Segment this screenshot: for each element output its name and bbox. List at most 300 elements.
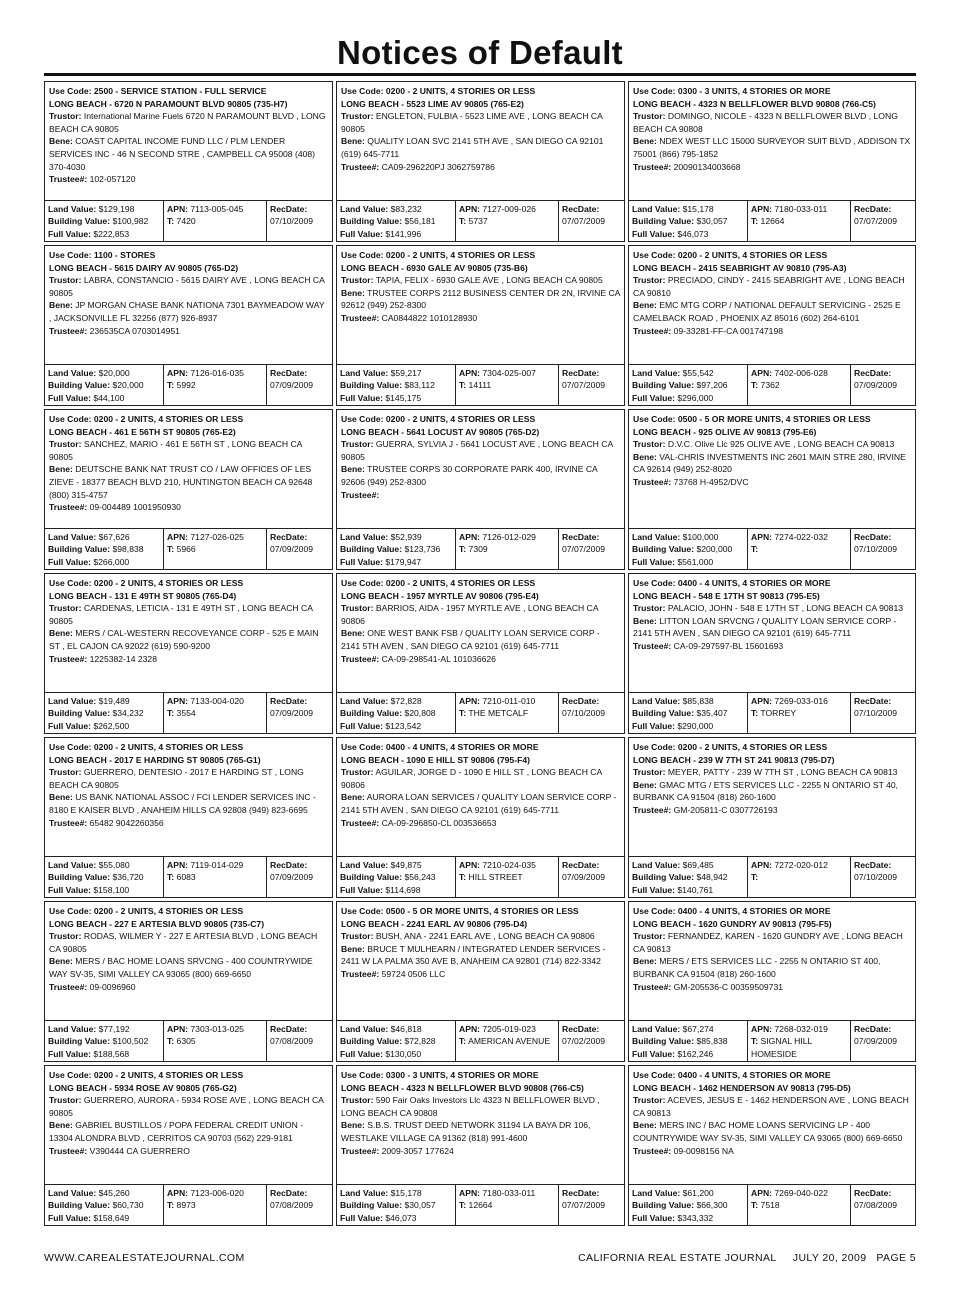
use-code: Use Code: 0200 - 2 UNITS, 4 STORIES OR LESS [633, 250, 828, 260]
bene-line [341, 943, 620, 968]
full-value-label: Full Value: [340, 1048, 383, 1059]
tract-label: T: [751, 544, 759, 555]
full-value-label: Full Value: [632, 1048, 675, 1059]
tract-label: T: [167, 1200, 175, 1211]
apn-label: APN: [459, 696, 481, 706]
values-column [45, 857, 163, 897]
land-value-label: Land Value: [340, 204, 389, 214]
apn [751, 367, 847, 379]
trustee-label: Trustee#: [49, 1145, 88, 1156]
recdate-value: 07/10/2009 [854, 708, 898, 719]
trustor-value: GUERRERO, DENTESIO - 2017 E HARDING ST , LONG BEACH CA 90805 [49, 767, 304, 790]
land-value-label: Land Value: [632, 204, 681, 214]
use-code: Use Code: 0200 - 2 UNITS, 4 STORIES OR LESS [341, 250, 536, 260]
notice-body [45, 246, 332, 362]
land-value-label: Land Value: [632, 1024, 681, 1034]
trustee-value: 09-0096960 [87, 981, 136, 992]
bene-line [633, 1119, 911, 1144]
tract [751, 215, 847, 227]
land-value-value: $49,875 [388, 860, 422, 870]
building-value-value: $98,838 [110, 544, 144, 555]
land-value-value: $77,192 [96, 1024, 130, 1034]
property-address: LONG BEACH - 548 E 17TH ST 90813 (795-E5) [633, 590, 820, 601]
notice-card [336, 573, 625, 734]
building-value-value: $97,206 [694, 380, 728, 391]
trustor-label: Trustor: [49, 275, 82, 286]
values-column [45, 365, 163, 405]
values-row [629, 692, 915, 733]
notice-body [337, 1066, 624, 1182]
values-row [45, 856, 332, 897]
full-value-value: $44,100 [90, 392, 125, 403]
trustee-line [341, 817, 620, 830]
land-value-value: $20,000 [96, 368, 130, 378]
tract-value: TORREY [758, 708, 797, 719]
bene-value: TRUSTEE CORPS 30 CORPORATE PARK 400, IRVINE CA 92606 (949) 252-8300 [341, 464, 598, 487]
recdate-column [850, 1185, 915, 1225]
values-column [337, 693, 455, 733]
tract [751, 1199, 847, 1211]
full-value [340, 228, 452, 240]
recdate-value: 07/09/2009 [854, 1036, 898, 1047]
notice-body [337, 410, 624, 526]
land-value-value: $61,200 [680, 1188, 714, 1198]
trustee-line [633, 325, 911, 338]
property-address: LONG BEACH - 5934 ROSE AV 90805 (765-G2) [49, 1082, 237, 1093]
apn-value: 7127-009-026 [480, 204, 536, 214]
apn-value: 7210-024-035 [480, 860, 536, 870]
apn-label: APN: [751, 1024, 773, 1034]
values-row [337, 856, 624, 897]
trustee-label: Trustee#: [633, 804, 672, 815]
tract [751, 543, 847, 555]
land-value-value: $45,260 [96, 1188, 130, 1198]
trustor-value: GUERRA, SYLVIA J - 5641 LOCUST AVE , LONG BEACH CA 90805 [341, 439, 613, 462]
notice-card [44, 409, 333, 570]
bene-label: Bene: [633, 1120, 657, 1131]
apn-value: 7123-006-020 [188, 1188, 244, 1198]
trustee-value: 236535CA 0703014951 [87, 325, 180, 336]
values-row [629, 856, 915, 897]
recdate-label: RecDate: [270, 204, 308, 214]
tract-value: THE METCALF [466, 708, 529, 719]
building-value-label: Building Value: [48, 216, 111, 227]
apn-label: APN: [751, 1188, 773, 1198]
apn [751, 859, 847, 871]
trustor-value: SANCHEZ, MARIO - 461 E 56TH ST , LONG BEACH CA 90805 [49, 439, 302, 462]
tract-label: T: [459, 216, 467, 227]
use-code: Use Code: 0200 - 2 UNITS, 4 STORIES OR LESS [49, 578, 244, 588]
apn-label: APN: [167, 696, 189, 706]
bene-line [633, 779, 911, 804]
apn-label: APN: [167, 1024, 189, 1034]
full-value-value: $123,542 [382, 720, 422, 731]
bene-label: Bene: [633, 615, 657, 626]
recdate-column [850, 857, 915, 897]
tract [167, 707, 263, 719]
apn [751, 531, 847, 543]
trustor-label: Trustor: [633, 931, 666, 942]
bene-label: Bene: [49, 300, 73, 311]
building-value-label: Building Value: [340, 380, 403, 391]
recdate-column [266, 693, 332, 733]
land-value [48, 1023, 160, 1035]
trustor-line [49, 1094, 328, 1119]
notice-body [629, 574, 915, 690]
recdate-column [558, 365, 624, 405]
tract-value: 8973 [174, 1200, 196, 1211]
full-value-value: $158,649 [90, 1212, 130, 1223]
trustor-label: Trustor: [341, 603, 374, 614]
trustee-value: CA0844822 1010128930 [379, 312, 478, 323]
apn [459, 1187, 555, 1199]
apn-column [455, 201, 558, 241]
tract-label: T: [751, 872, 759, 883]
bene-line [633, 955, 911, 980]
use-code: Use Code: 0400 - 4 UNITS, 4 STORIES OR MORE [633, 578, 831, 588]
land-value-value: $59,217 [388, 368, 422, 378]
land-value-label: Land Value: [340, 1188, 389, 1198]
recdate-label: RecDate: [854, 204, 892, 214]
notice-card [44, 1065, 333, 1226]
notice-body [337, 82, 624, 198]
bene-line [341, 135, 620, 160]
values-row [45, 692, 332, 733]
building-value-label: Building Value: [48, 380, 111, 391]
land-value [48, 695, 160, 707]
trustor-label: Trustor: [633, 111, 666, 122]
tract [459, 707, 555, 719]
use-code: Use Code: 0200 - 2 UNITS, 4 STORIES OR LESS [49, 906, 244, 916]
notices-grid [44, 81, 916, 1228]
values-column [45, 201, 163, 241]
notice-body [45, 738, 332, 854]
values-column [337, 529, 455, 569]
recdate-label: RecDate: [562, 696, 600, 706]
notice-card [628, 573, 916, 734]
values-column [45, 1185, 163, 1225]
trustee-value: GM-205811-C 0307726193 [671, 804, 778, 815]
notice-card [628, 245, 916, 406]
land-value [340, 1187, 452, 1199]
building-value-label: Building Value: [632, 872, 695, 883]
bene-label: Bene: [49, 1120, 73, 1131]
recdate-value: 07/10/2009 [854, 544, 898, 555]
bene-line [341, 287, 620, 312]
values-column [629, 1185, 747, 1225]
trustor-value: RODAS, WILMER Y - 227 E ARTESIA BLVD , LONG BEACH CA 90805 [49, 931, 318, 954]
full-value [632, 1048, 744, 1060]
trustor-label: Trustor: [633, 603, 666, 614]
bene-value: GMAC MTG / ETS SERVICES LLC - 2255 N ONTARIO ST 40, BURBANK CA 91504 (818) 260-1600 [633, 779, 899, 803]
trustor-label: Trustor: [633, 439, 666, 450]
land-value-value: $69,485 [680, 860, 714, 870]
full-value-label: Full Value: [632, 556, 675, 567]
full-value-label: Full Value: [632, 1212, 675, 1223]
apn-column [747, 1185, 850, 1225]
land-value-label: Land Value: [48, 860, 97, 870]
tract-label: T: [167, 1036, 175, 1047]
building-value [48, 871, 160, 883]
full-value [632, 1212, 744, 1224]
property-address: LONG BEACH - 5641 LOCUST AV 90805 (765-D2) [341, 426, 540, 437]
tract-label: T: [751, 1036, 759, 1047]
tract-value: 6305 [174, 1036, 196, 1047]
values-row [45, 364, 332, 405]
notice-body [629, 410, 915, 526]
bene-value: MERS INC / BAC HOME LOANS SERVICING LP - 400 COUNTRYWIDE WAY SV-35, SIMI VALLEY CA 93065 (800) 669-6650 [633, 1120, 903, 1143]
apn-value: 7210-011-010 [480, 696, 536, 706]
bene-line [49, 1119, 328, 1144]
property-address: LONG BEACH - 6720 N PARAMOUNT BLVD 90805 (735-H7) [49, 98, 288, 109]
land-value [632, 1187, 744, 1199]
property-address: LONG BEACH - 227 E ARTESIA BLVD 90805 (735-C7) [49, 918, 265, 929]
full-value-label: Full Value: [632, 228, 675, 239]
property-address: LONG BEACH - 925 OLIVE AV 90813 (795-E6) [633, 426, 817, 437]
building-value-label: Building Value: [48, 1200, 111, 1211]
full-value-value: $145,175 [382, 392, 422, 403]
property-address: LONG BEACH - 1090 E HILL ST 90806 (795-F4) [341, 754, 530, 765]
values-column [629, 1021, 747, 1061]
land-value-value: $83,232 [388, 204, 422, 214]
apn [751, 1187, 847, 1199]
trustor-value: PALACIO, JOHN - 548 E 17TH ST , LONG BEACH CA 90813 [665, 603, 904, 614]
apn-column [747, 365, 850, 405]
values-column [337, 365, 455, 405]
tract [459, 543, 555, 555]
trustee-label: Trustee#: [341, 968, 380, 979]
tract [751, 379, 847, 391]
tract [459, 1035, 555, 1047]
trustee-line [633, 804, 911, 817]
trustee-label: Trustee#: [633, 325, 672, 336]
bene-label: Bene: [49, 136, 73, 147]
use-code: Use Code: 0300 - 3 UNITS, 4 STORIES OR MORE [341, 1070, 539, 1080]
land-value-label: Land Value: [48, 204, 97, 214]
tract-value: 7309 [466, 544, 488, 555]
recdate-value: 07/08/2009 [270, 1036, 314, 1047]
building-value-value: $34,232 [110, 708, 144, 719]
use-code: Use Code: 0500 - 5 OR MORE UNITS, 4 STORIES OR LESS [633, 414, 871, 424]
bene-value: GABRIEL BUSTILLOS / POPA FEDERAL CREDIT UNION - 13304 ALONDRA BLVD , CERRITOS CA 90703 (562) 229-9181 [49, 1120, 304, 1143]
bene-line [49, 627, 328, 652]
building-value [48, 215, 160, 227]
trustor-value: CARDENAS, LETICIA - 131 E 49TH ST , LONG BEACH CA 90805 [49, 603, 313, 626]
trustee-label: Trustee#: [49, 174, 88, 185]
bene-line [49, 299, 328, 324]
notice-card [44, 81, 333, 242]
building-value-value: $20,000 [110, 380, 144, 391]
recdate-value: 07/09/2009 [270, 380, 314, 391]
values-row [629, 1020, 915, 1061]
trustor-value: BARRIOS, AIDA - 1957 MYRTLE AVE , LONG BEACH CA 90806 [341, 603, 599, 626]
full-value [340, 556, 452, 568]
apn [167, 695, 263, 707]
trustee-label: Trustee#: [633, 1145, 672, 1156]
apn-value: 7268-032-019 [772, 1024, 828, 1034]
apn [167, 203, 263, 215]
full-value-value: $188,568 [90, 1048, 130, 1059]
notice-body [45, 902, 332, 1018]
trustee-value: CA-09-297597-BL 15601693 [671, 640, 784, 651]
land-value-label: Land Value: [340, 1024, 389, 1034]
tract-value: HILL STREET [466, 872, 523, 883]
trustee-line [633, 640, 911, 653]
trustor-line [633, 438, 911, 451]
trustee-line [341, 312, 620, 325]
notice-card [336, 901, 625, 1062]
trustee-value: CA09-296220PJ 3062759786 [379, 161, 495, 172]
tract [167, 1199, 263, 1211]
bene-label: Bene: [341, 287, 365, 298]
full-value-label: Full Value: [340, 228, 383, 239]
use-code: Use Code: 0200 - 2 UNITS, 4 STORIES OR LESS [49, 1070, 244, 1080]
recdate-label: RecDate: [854, 860, 892, 870]
notice-body [45, 1066, 332, 1182]
land-value [48, 367, 160, 379]
trustor-line [341, 766, 620, 791]
land-value-label: Land Value: [48, 532, 97, 542]
trustor-line [633, 766, 911, 779]
trustor-line [341, 438, 620, 463]
trustor-value: PRECIADO, CINDY - 2415 SEABRIGHT AVE , LONG BEACH CA 90810 [633, 275, 905, 298]
full-value [48, 720, 160, 732]
building-value-label: Building Value: [632, 380, 695, 391]
apn [459, 531, 555, 543]
land-value [340, 859, 452, 871]
recdate-value: 07/07/2009 [562, 544, 606, 555]
land-value-value: $129,198 [96, 204, 135, 214]
trustor-line [49, 274, 328, 299]
trustor-line [633, 602, 911, 615]
building-value-label: Building Value: [632, 708, 695, 719]
tract [459, 871, 555, 883]
trustee-label: Trustee#: [49, 817, 88, 828]
full-value [340, 720, 452, 732]
apn-column [747, 201, 850, 241]
building-value-value: $100,982 [110, 216, 149, 227]
trustee-value: 20090134003668 [671, 161, 741, 172]
land-value-label: Land Value: [48, 1188, 97, 1198]
building-value-value: $72,828 [402, 1036, 436, 1047]
apn [751, 695, 847, 707]
recdate-column [558, 693, 624, 733]
bene-label: Bene: [49, 628, 73, 639]
values-column [629, 529, 747, 569]
apn-value: 7126-012-029 [480, 532, 536, 542]
apn-column [163, 1021, 266, 1061]
building-value-value: $83,112 [402, 380, 435, 391]
notice-card [628, 409, 916, 570]
notice-card [44, 573, 333, 734]
trustee-label: Trustee#: [633, 161, 672, 172]
tract-label: T: [459, 1036, 467, 1047]
apn [459, 367, 555, 379]
trustor-label: Trustor: [341, 767, 374, 778]
notice-card [44, 245, 333, 406]
building-value [340, 215, 452, 227]
notice-body [629, 738, 915, 854]
bene-label: Bene: [633, 956, 657, 967]
full-value-label: Full Value: [340, 720, 383, 731]
bene-label: Bene: [341, 628, 365, 639]
land-value-value: $55,080 [96, 860, 130, 870]
trustee-line [633, 476, 911, 489]
trustee-value: GM-205536-C 00359509731 [671, 981, 784, 992]
apn-label: APN: [751, 860, 773, 870]
notice-body [629, 246, 915, 362]
apn-label: APN: [459, 532, 481, 542]
land-value-value: $19,489 [96, 696, 130, 706]
tract-value: 12664 [466, 1200, 493, 1211]
building-value-value: $123,736 [402, 544, 441, 555]
bene-line [341, 627, 620, 652]
building-value-label: Building Value: [48, 708, 111, 719]
trustee-line [341, 161, 620, 174]
building-value [48, 379, 160, 391]
notice-body [629, 1066, 915, 1182]
values-row [45, 1184, 332, 1225]
use-code: Use Code: 0400 - 4 UNITS, 4 STORIES OR MORE [633, 1070, 831, 1080]
bene-value: DEUTSCHE BANK NAT TRUST CO / LAW OFFICES OF LES ZIEVE - 18377 BEACH BLVD 210, HUNTINGTON BEACH CA 92648 (800) 315-4757 [49, 464, 313, 500]
full-value-label: Full Value: [340, 392, 383, 403]
trustor-line [49, 438, 328, 463]
full-value-label: Full Value: [340, 1212, 383, 1223]
tract-label: T: [167, 544, 175, 555]
values-column [629, 693, 747, 733]
trustor-line [49, 930, 328, 955]
apn-value: 7180-033-011 [480, 1188, 536, 1198]
full-value [48, 228, 160, 240]
recdate-column [266, 1185, 332, 1225]
recdate-column [266, 529, 332, 569]
bene-label: Bene: [341, 1120, 365, 1131]
land-value-label: Land Value: [48, 368, 97, 378]
values-column [337, 857, 455, 897]
tract-value: 7362 [758, 380, 780, 391]
values-row [337, 364, 624, 405]
trustee-label: Trustee#: [341, 312, 380, 323]
tract-label: T: [459, 544, 467, 555]
trustor-value: AGUILAR, JORGE D - 1090 E HILL ST , LONG BEACH CA 90806 [341, 767, 602, 790]
notice-card [628, 81, 916, 242]
apn-column [747, 857, 850, 897]
property-address: LONG BEACH - 4323 N BELLFLOWER BLVD 90808 (766-C5) [341, 1082, 584, 1093]
trustor-value: BUSH, ANA - 2241 EARL AVE , LONG BEACH CA 90806 [373, 931, 595, 942]
land-value [48, 1187, 160, 1199]
trustor-value: TAPIA, FELIX - 6930 GALE AVE , LONG BEACH CA 90805 [373, 275, 603, 286]
tract [459, 379, 555, 391]
property-address: LONG BEACH - 4323 N BELLFLOWER BLVD 90808 (766-C5) [633, 98, 876, 109]
apn-value: 7119-014-029 [188, 860, 244, 870]
bene-label: Bene: [341, 136, 365, 147]
recdate-column [850, 201, 915, 241]
bene-value: COAST CAPITAL INCOME FUND LLC / PLM LENDER SERVICES INC - 46 N SECOND STRE , CAMPBELL CA 95008 (408) 370-4030 [49, 136, 316, 172]
trustee-line [341, 968, 620, 981]
bene-label: Bene: [633, 300, 657, 311]
apn [459, 859, 555, 871]
recdate-label: RecDate: [270, 860, 308, 870]
property-address: LONG BEACH - 2415 SEABRIGHT AV 90810 (795-A3) [633, 262, 847, 273]
property-address: LONG BEACH - 239 W 7TH ST 241 90813 (795-D7) [633, 754, 835, 765]
trustee-line [341, 489, 620, 502]
values-row [629, 1184, 915, 1225]
property-address: LONG BEACH - 1462 HENDERSON AV 90813 (795-D5) [633, 1082, 851, 1093]
tract [167, 1035, 263, 1047]
full-value-label: Full Value: [48, 392, 91, 403]
recdate-column [558, 857, 624, 897]
apn-label: APN: [167, 368, 189, 378]
